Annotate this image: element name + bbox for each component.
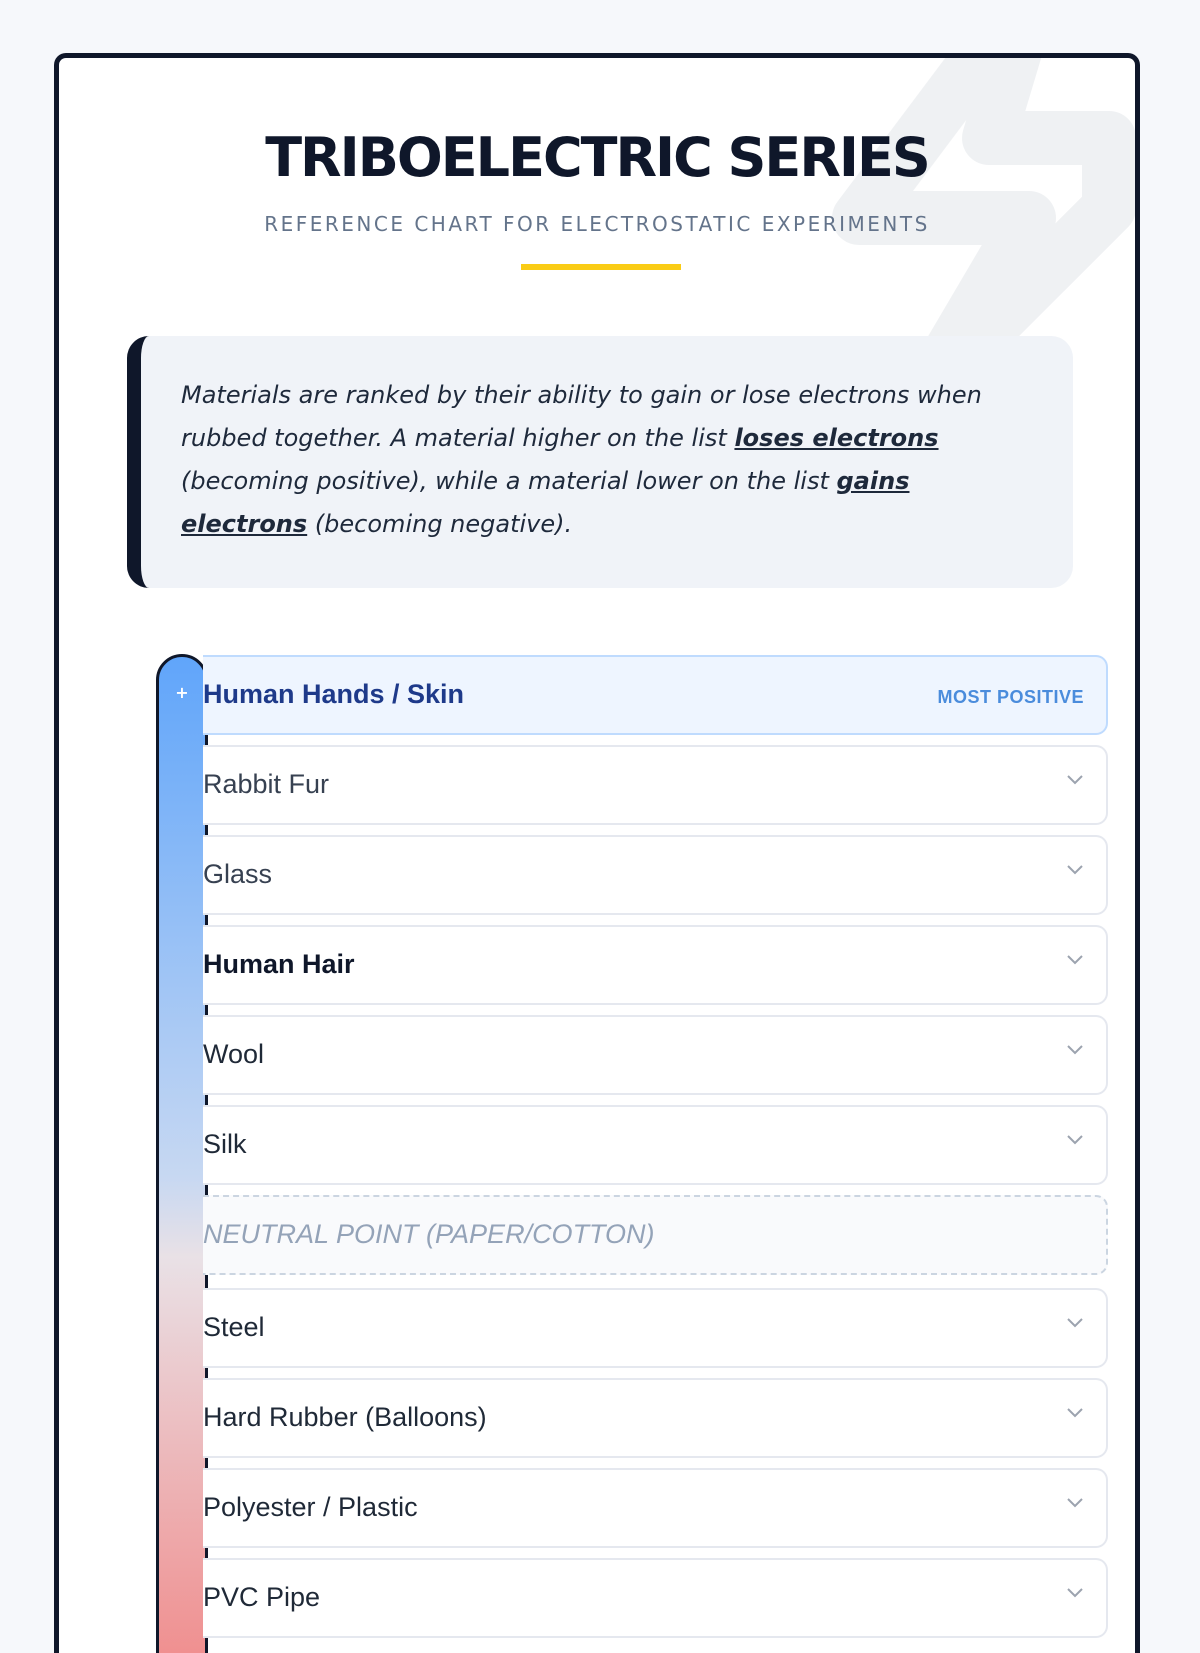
neutral-point-item <box>203 1195 1108 1275</box>
positive-symbol: + <box>175 683 189 702</box>
gains-electrons-emphasis: gains electrons <box>181 467 910 538</box>
chevron-down-icon[interactable] <box>1066 953 1084 967</box>
chevron-down-icon[interactable] <box>1066 1043 1084 1057</box>
series-item[interactable] <box>203 1378 1108 1458</box>
series-item-name: Glass <box>203 859 273 889</box>
series-item-name: Human Hands / Skin <box>203 679 465 709</box>
chevron-down-icon[interactable] <box>1066 1406 1084 1420</box>
intro-text-1: Materials are ranked by their ability to gain or lose electrons when rubbed together. A material higher on the list <box>181 381 982 452</box>
series-item[interactable] <box>203 1015 1108 1095</box>
series-item[interactable] <box>203 1468 1108 1548</box>
neutral-point-label: NEUTRAL POINT (PAPER/COTTON) <box>203 1219 655 1249</box>
chevron-down-icon[interactable] <box>1066 773 1084 787</box>
chevron-down-icon[interactable] <box>1066 1496 1084 1510</box>
chevron-down-icon[interactable] <box>1066 1586 1084 1600</box>
charge-gradient-bar <box>156 654 208 1653</box>
chevron-down-icon[interactable] <box>1066 863 1084 877</box>
series-item-name: PVC Pipe <box>203 1582 321 1612</box>
chevron-down-icon[interactable] <box>1066 1316 1084 1330</box>
most-positive-badge: MOST POSITIVE <box>937 687 1084 707</box>
series-item-name: Rabbit Fur <box>203 769 330 799</box>
chevron-down-icon[interactable] <box>1066 1133 1084 1147</box>
page-subtitle: REFERENCE CHART FOR ELECTROSTATIC EXPERIMENTS <box>264 212 930 236</box>
series-item[interactable] <box>203 745 1108 825</box>
intro-text-3: (becoming negative). <box>307 510 573 538</box>
series-item[interactable] <box>203 1558 1108 1638</box>
intro-callout <box>127 336 1073 588</box>
accent-divider <box>521 264 681 270</box>
series-item-name: Steel <box>203 1312 265 1342</box>
loses-electrons-emphasis: loses electrons <box>734 424 939 452</box>
page-title: TRIBOELECTRIC SERIES <box>265 126 929 189</box>
series-item-name: Silk <box>203 1129 247 1159</box>
chart-card <box>54 53 1140 1653</box>
series-item-name: Polyester / Plastic <box>203 1492 418 1522</box>
intro-text-2: (becoming positive), while a material lower on the list <box>181 467 837 495</box>
series-item-most-positive[interactable] <box>203 655 1108 735</box>
series-item-name: Human Hair <box>203 949 355 979</box>
series-item[interactable] <box>203 1105 1108 1185</box>
series-item[interactable] <box>203 835 1108 915</box>
series-item[interactable] <box>203 925 1108 1005</box>
series-item[interactable] <box>203 1288 1108 1368</box>
series-item-name: Hard Rubber (Balloons) <box>203 1402 487 1432</box>
series-item-name: Wool <box>203 1039 265 1069</box>
